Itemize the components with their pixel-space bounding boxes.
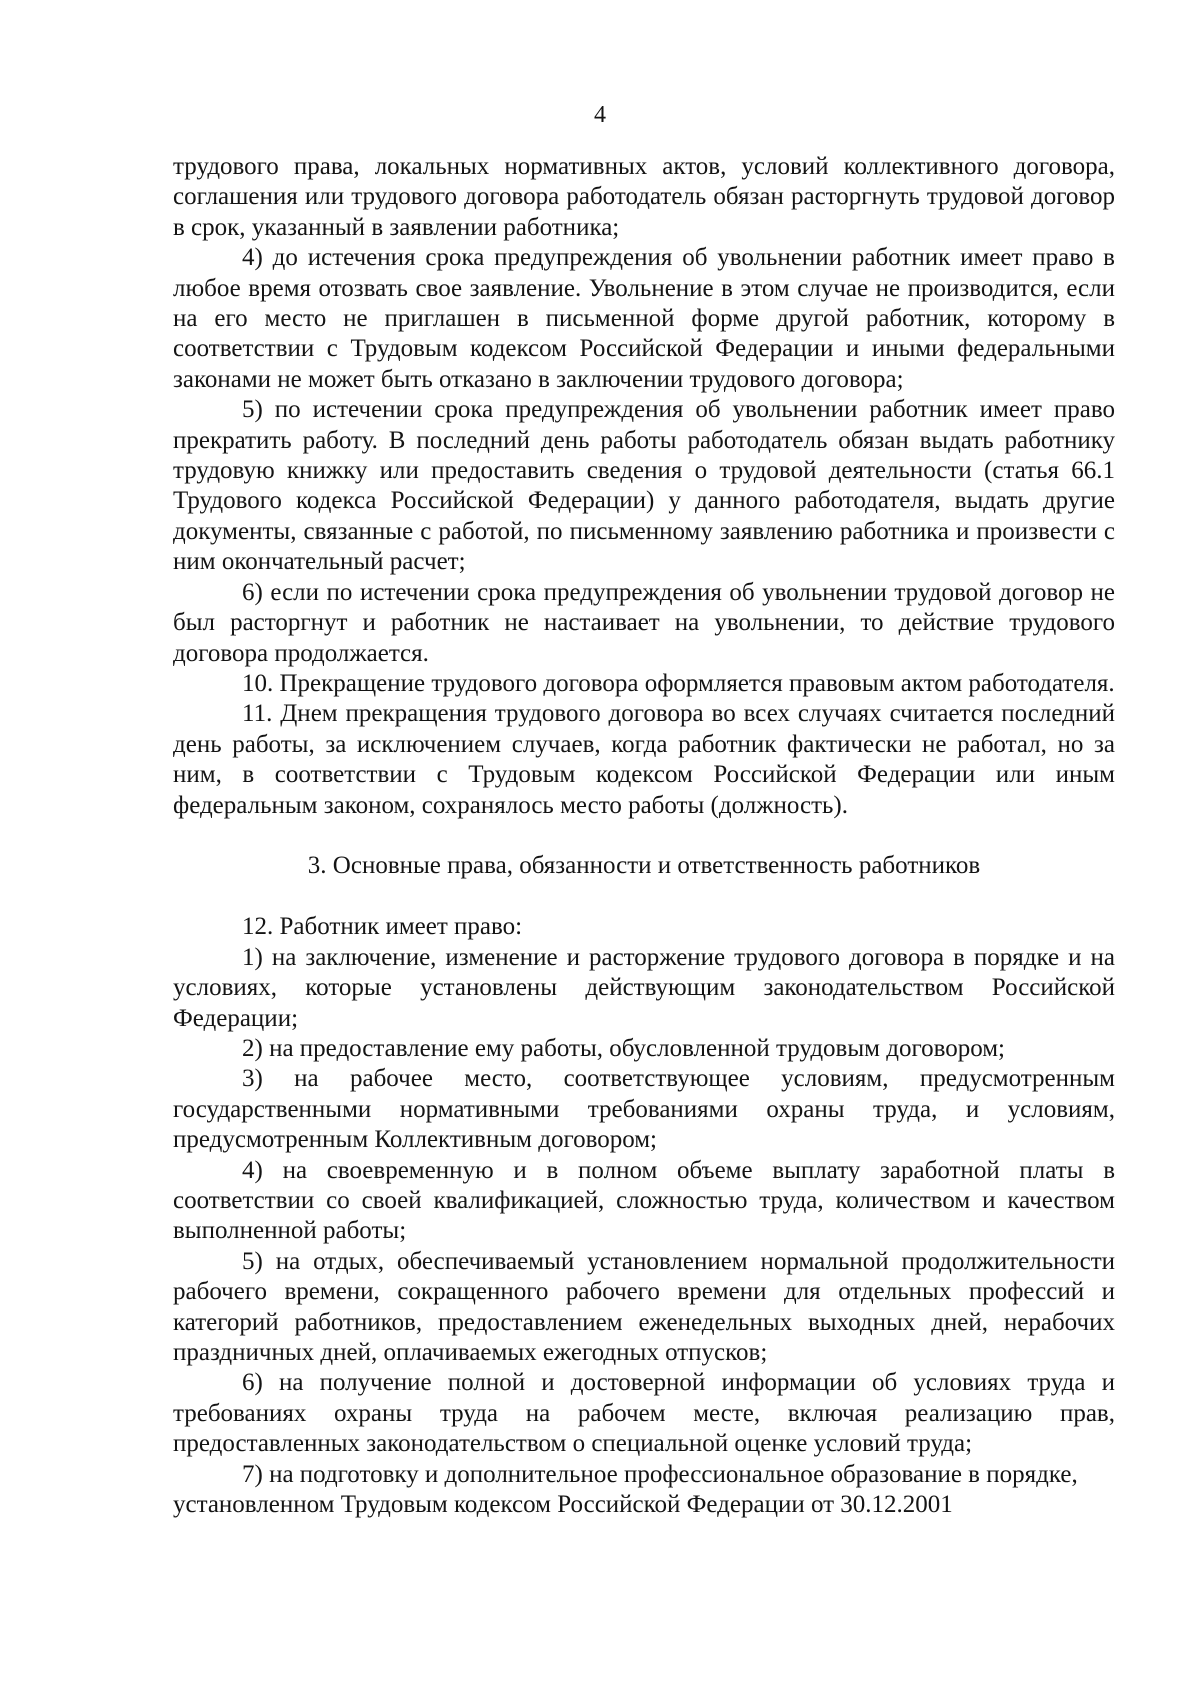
paragraph-item-6: 6) если по истечении срока предупреждения об увольнении трудовой договор не был расторгнут и работник не настаивает на увольнении, то действие трудового договора продолжается. xyxy=(173,578,1115,667)
paragraph-right-1: 1) на заключение, изменение и расторжение трудового договора в порядке и на условиях, которые установлены действующим законодательством Российской Федерации; xyxy=(173,943,1115,1032)
paragraph-clause-11: 11. Днем прекращения трудового договора во всех случаях считается последний день работы, за исключением случаев, когда работник фактически не работал, но за ним, в соответствии с Трудовым кодексом Российской Федерации или иным федеральным законом, сохранялось место работы (должность). xyxy=(173,700,1115,819)
paragraph-item-5: 5) по истечении срока предупреждения об увольнении работник имеет право прекратить работу. В последний день работы работодатель обязан выдать работнику трудовую книжку или предоставить сведения о трудовой деятельности (статья 66.1 Трудового кодекса Российской Федерации) у данного работодателя, выдать другие документы, связанные с работой, по письменному заявлению работника и произвести с ним окончательный расчет; xyxy=(173,396,1115,576)
paragraph-clause-12: 12. Работник имеет право: xyxy=(242,913,523,941)
paragraph-right-2: 2) на предоставление ему работы, обусловленной трудовым договором; xyxy=(242,1034,1006,1062)
paragraph-clause-10: 10. Прекращение трудового договора оформляется правовым актом работодателя. xyxy=(242,669,1115,697)
paragraph-right-4: 4) на своевременную и в полном объеме выплату заработной платы в соответствии со своей квалификацией, сложностью труда, количеством и качеством выполненной работы; xyxy=(173,1156,1115,1245)
paragraph-right-3: 3) на рабочее место, соответствующее условиям, предусмотренным государственными нормативными требованиями охраны труда, и условиям, предусмотренным Коллективным договором; xyxy=(173,1065,1115,1154)
paragraph-item-4: 4) до истечения срока предупреждения об увольнении работник имеет право в любое время отозвать свое заявление. Увольнение в этом случае не производится, если на его место не приглашен в письменной форме другой работник, которому в соответствии с Трудовым кодексом Российской Федерации и иными федеральными законами не может быть отказано в заключении трудового договора; xyxy=(173,244,1115,393)
document-body xyxy=(173,152,1115,1520)
paragraph-continuation: трудового права, локальных нормативных актов, условий коллективного договора, соглашения или трудового договора работодатель обязан расторгнуть трудовой договор в срок, указанный в заявлении работника; xyxy=(173,153,1115,241)
paragraph-right-7: 7) на подготовку и дополнительное профессиональное образование в порядке, установленном Трудовым кодексом Российской Федерации от 30.12.2001 xyxy=(173,1460,1078,1519)
paragraph-right-5: 5) на отдых, обеспечиваемый установлением нормальной продолжительности рабочего времени, сокращенного рабочего времени для отдельных профессий и категорий работников, предоставлением еженедельных выходных дней, нерабочих праздничных дней, оплачиваемых ежегодных отпусков; xyxy=(173,1247,1115,1367)
paragraph-right-6: 6) на получение полной и достоверной информации об условиях труда и требованиях охраны труда на рабочем месте, включая реализацию прав, предоставленных законодательством о специальной оценке условий труда; xyxy=(173,1369,1115,1458)
page-number: 4 xyxy=(594,102,606,128)
section-heading: 3. Основные права, обязанности и ответственность работников xyxy=(307,851,981,879)
